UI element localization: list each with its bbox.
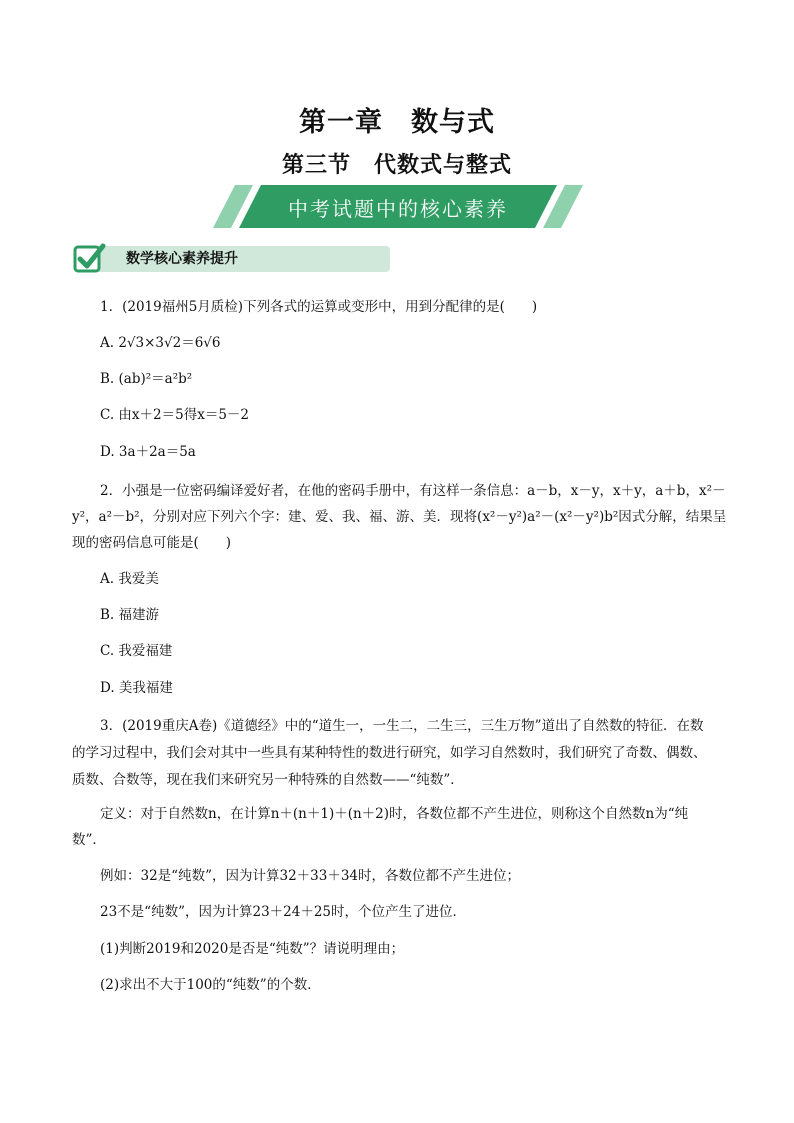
q3-subquestion-2: (2)求出不大于100的“纯数”的个数． bbox=[100, 977, 321, 993]
q2-line-2: y²，a²－b²，分别对应下列六个字：建、爱、我、福、游、美．现将(x²－y²)a²－(x²－y²)b²因式分解，结果呈 bbox=[72, 509, 727, 525]
q2-option-b: B. 福建游 bbox=[100, 607, 160, 623]
chapter-title: 第一章 数与式 bbox=[299, 107, 495, 138]
q3-example-2: 23不是“纯数”，因为计算23＋24＋25时，个位产生了进位． bbox=[100, 904, 467, 920]
q1-option-d: D. 3a＋2a＝5a bbox=[100, 444, 196, 460]
q2-option-d: D. 美我福建 bbox=[100, 680, 173, 696]
q3-line-3: 质数、合数等，现在我们来研究另一种特殊的自然数——“纯数”． bbox=[72, 772, 464, 788]
q1-stem: 1．(2019福州5月质检)下列各式的运算或变形中，用到分配律的是( ) bbox=[100, 299, 538, 315]
q1-option-a: A. 2√3×3√2＝6√6 bbox=[100, 335, 221, 351]
q3-definition-2: 数”． bbox=[72, 832, 106, 848]
q2-line-1: 2．小强是一位密码编译爱好者，在他的密码手册中，有这样一条信息：a－b，x－y，x＋y，a＋b，x²－ bbox=[100, 483, 726, 499]
section-title: 第三节 代数式与整式 bbox=[281, 153, 512, 178]
q1-option-c: C. 由x＋2＝5得x＝5－2 bbox=[100, 407, 250, 423]
section-label: 数学核心素养提升 bbox=[126, 251, 238, 267]
checkmark-icon bbox=[72, 242, 106, 274]
banner-title: 中考试题中的核心素养 bbox=[288, 197, 508, 221]
q3-line-2: 的学习过程中，我们会对其中一些具有某种特性的数进行研究，如学习自然数时，我们研究了奇数、偶数、 bbox=[72, 745, 707, 761]
q2-option-c: C. 我爱福建 bbox=[100, 643, 173, 659]
q2-line-3: 现的密码信息可能是( ) bbox=[72, 535, 232, 551]
q1-option-b: B. (ab)²＝a²b² bbox=[100, 371, 193, 387]
q3-line-1: 3．(2019重庆A卷)《道德经》中的“道生一，一生二，二生三，三生万物”道出了自然数的特征．在数 bbox=[100, 718, 704, 734]
q3-example-1: 例如：32是“纯数”，因为计算32＋33＋34时，各数位都不产生进位； bbox=[100, 868, 521, 884]
q3-subquestion-1: (1)判断2019和2020是否是“纯数”？请说明理由； bbox=[100, 941, 405, 957]
q3-definition-1: 定义：对于自然数n，在计算n＋(n＋1)＋(n＋2)时，各数位都不产生进位，则称这个自然数n为“纯 bbox=[100, 806, 689, 822]
q2-option-a: A. 我爱美 bbox=[100, 571, 159, 587]
